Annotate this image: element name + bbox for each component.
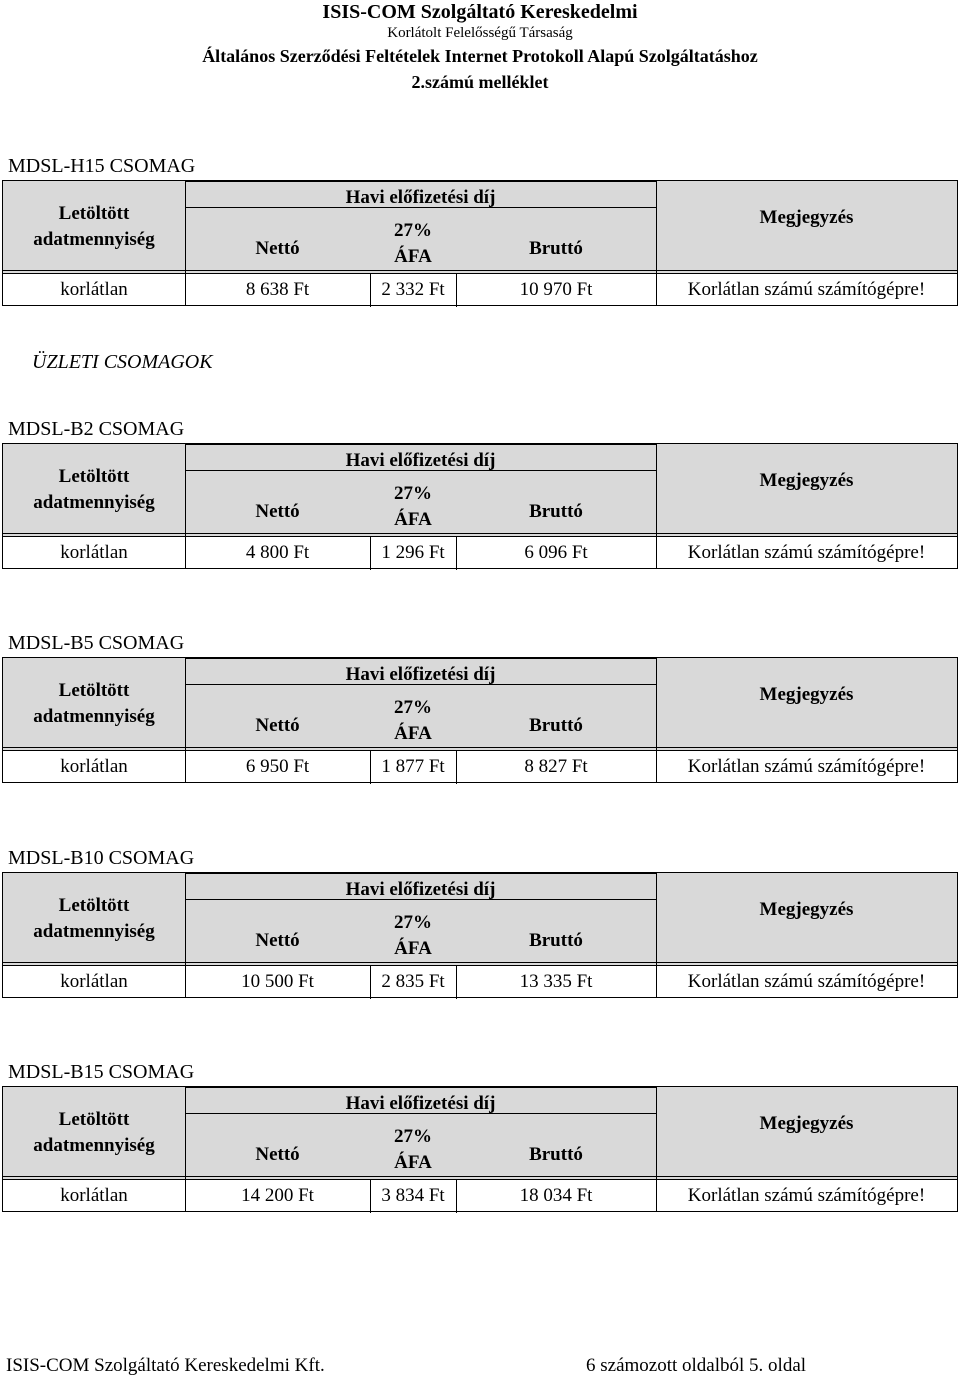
table-divider — [185, 444, 186, 568]
table-divider — [456, 273, 457, 307]
header-note: Megjegyzés — [759, 684, 854, 705]
cell-vat: 1 296 Ft — [381, 542, 445, 563]
header-vat — [370, 478, 456, 536]
annex-label: 2.számú melléklet — [411, 72, 549, 92]
header-net: Nettó — [255, 715, 300, 736]
table-divider — [370, 965, 371, 999]
table-divider — [3, 536, 957, 537]
cell-download: korlátlan — [60, 542, 128, 563]
header-vat-line: 27% — [394, 912, 432, 933]
table-divider — [185, 470, 656, 471]
package-table — [2, 443, 958, 569]
cell-download: korlátlan — [60, 1185, 128, 1206]
header-note: Megjegyzés — [759, 470, 854, 491]
header-monthly-fee: Havi előfizetési díj — [345, 187, 496, 208]
cell-gross: 13 335 Ft — [519, 971, 593, 992]
header-vat-line: ÁFA — [394, 1152, 432, 1173]
cell-net: 6 950 Ft — [245, 756, 310, 777]
cell-download: korlátlan — [60, 756, 128, 777]
table-divider — [370, 273, 371, 307]
header-gross: Bruttó — [529, 1144, 583, 1165]
header-monthly-fee: Havi előfizetési díj — [345, 1093, 496, 1114]
cell-net: 10 500 Ft — [241, 971, 314, 992]
company-name: ISIS-COM Szolgáltató Kereskedelmi — [322, 1, 638, 23]
table-divider — [370, 536, 371, 570]
header-vat-line: 27% — [394, 1126, 432, 1147]
company-form: Korlátolt Felelősségű Társaság — [387, 25, 573, 41]
header-download-line: adatmennyiség — [33, 1135, 155, 1156]
header-gross: Bruttó — [529, 715, 583, 736]
header-net: Nettó — [255, 930, 300, 951]
cell-note: Korlátlan számú számítógépre! — [687, 542, 926, 563]
cell-net: 14 200 Ft — [241, 1185, 314, 1206]
cell-net: 8 638 Ft — [245, 279, 310, 300]
header-download-line: Letöltött — [58, 203, 130, 224]
header-net: Nettó — [255, 238, 300, 259]
header-note: Megjegyzés — [759, 1113, 854, 1134]
footer-company: ISIS-COM Szolgáltató Kereskedelmi Kft. — [6, 1355, 325, 1376]
section-business-packages: ÜZLETI CSOMAGOK — [32, 351, 213, 373]
header-gross: Bruttó — [529, 930, 583, 951]
table-divider — [3, 747, 957, 748]
table-divider — [370, 1179, 371, 1213]
header-download-line: Letöltött — [58, 1109, 130, 1130]
cell-vat: 3 834 Ft — [381, 1185, 445, 1206]
cell-gross: 8 827 Ft — [524, 756, 588, 777]
cell-gross: 10 970 Ft — [519, 279, 593, 300]
header-download-line: Letöltött — [58, 680, 130, 701]
table-divider — [456, 536, 457, 570]
table-divider — [656, 873, 657, 997]
header-download — [3, 444, 185, 536]
header-vat-line: 27% — [394, 697, 432, 718]
table-divider — [3, 750, 957, 751]
cell-gross: 6 096 Ft — [524, 542, 588, 563]
package-title: MDSL-B15 CSOMAG — [8, 1061, 195, 1083]
footer-page-info: 6 számozott oldalból 5. oldal — [586, 1355, 807, 1376]
cell-vat: 2 835 Ft — [381, 971, 445, 992]
header-download-line: adatmennyiség — [33, 921, 155, 942]
table-divider — [3, 965, 957, 966]
package-title: MDSL-H15 CSOMAG — [8, 155, 196, 177]
header-vat-line: ÁFA — [394, 723, 432, 744]
header-download-line: Letöltött — [58, 895, 130, 916]
header-download — [3, 873, 185, 965]
table-divider — [3, 533, 957, 534]
table-divider — [656, 658, 657, 782]
table-divider — [3, 962, 957, 963]
cell-gross: 18 034 Ft — [519, 1185, 593, 1206]
header-net: Nettó — [255, 1144, 300, 1165]
table-divider — [3, 1176, 957, 1177]
table-divider — [370, 750, 371, 784]
header-note: Megjegyzés — [759, 899, 854, 920]
table-divider — [185, 181, 186, 305]
package-table — [2, 657, 958, 783]
table-divider — [185, 873, 656, 874]
cell-vat: 1 877 Ft — [381, 756, 445, 777]
header-vat — [370, 215, 456, 273]
header-vat-line: ÁFA — [394, 938, 432, 959]
table-divider — [185, 873, 186, 997]
table-divider — [3, 1179, 957, 1180]
header-download — [3, 658, 185, 750]
cell-note: Korlátlan számú számítógépre! — [687, 971, 926, 992]
table-divider — [185, 658, 656, 659]
document-title: Általános Szerződési Feltételek Internet Protokoll Alapú Szolgáltatáshoz — [202, 46, 758, 66]
header-vat — [370, 1121, 456, 1179]
header-monthly-fee: Havi előfizetési díj — [345, 664, 496, 685]
package-title: MDSL-B2 CSOMAG — [8, 418, 185, 440]
table-divider — [185, 181, 656, 182]
header-vat-line: ÁFA — [394, 509, 432, 530]
header-gross: Bruttó — [529, 238, 583, 259]
header-vat-line: 27% — [394, 483, 432, 504]
table-divider — [456, 965, 457, 999]
cell-download: korlátlan — [60, 971, 128, 992]
header-vat-line: ÁFA — [394, 246, 432, 267]
cell-download: korlátlan — [60, 279, 128, 300]
header-monthly-fee: Havi előfizetési díj — [345, 879, 496, 900]
header-download-line: Letöltött — [58, 466, 130, 487]
cell-note: Korlátlan számú számítógépre! — [687, 279, 926, 300]
header-vat — [370, 907, 456, 965]
table-divider — [456, 1179, 457, 1213]
package-table — [2, 872, 958, 998]
header-monthly-fee: Havi előfizetési díj — [345, 450, 496, 471]
table-divider — [3, 273, 957, 274]
table-divider — [456, 750, 457, 784]
table-divider — [185, 207, 656, 208]
cell-note: Korlátlan számú számítógépre! — [687, 756, 926, 777]
header-vat-line: 27% — [394, 220, 432, 241]
table-divider — [656, 181, 657, 305]
header-vat — [370, 692, 456, 750]
cell-vat: 2 332 Ft — [381, 279, 445, 300]
table-divider — [185, 658, 186, 782]
header-download-line: adatmennyiség — [33, 229, 155, 250]
cell-net: 4 800 Ft — [245, 542, 310, 563]
table-divider — [185, 444, 656, 445]
table-divider — [3, 270, 957, 271]
table-divider — [185, 1113, 656, 1114]
table-divider — [185, 1087, 656, 1088]
header-download-line: adatmennyiség — [33, 492, 155, 513]
package-table — [2, 180, 958, 306]
header-gross: Bruttó — [529, 501, 583, 522]
table-divider — [185, 1087, 186, 1211]
package-title: MDSL-B10 CSOMAG — [8, 847, 195, 869]
package-title: MDSL-B5 CSOMAG — [8, 632, 185, 654]
header-download — [3, 1087, 185, 1179]
header-note: Megjegyzés — [759, 207, 854, 228]
header-download — [3, 181, 185, 273]
table-divider — [656, 1087, 657, 1211]
table-divider — [185, 684, 656, 685]
table-divider — [185, 899, 656, 900]
cell-note: Korlátlan számú számítógépre! — [687, 1185, 926, 1206]
table-divider — [656, 444, 657, 568]
header-download-line: adatmennyiség — [33, 706, 155, 727]
header-net: Nettó — [255, 501, 300, 522]
package-table — [2, 1086, 958, 1212]
